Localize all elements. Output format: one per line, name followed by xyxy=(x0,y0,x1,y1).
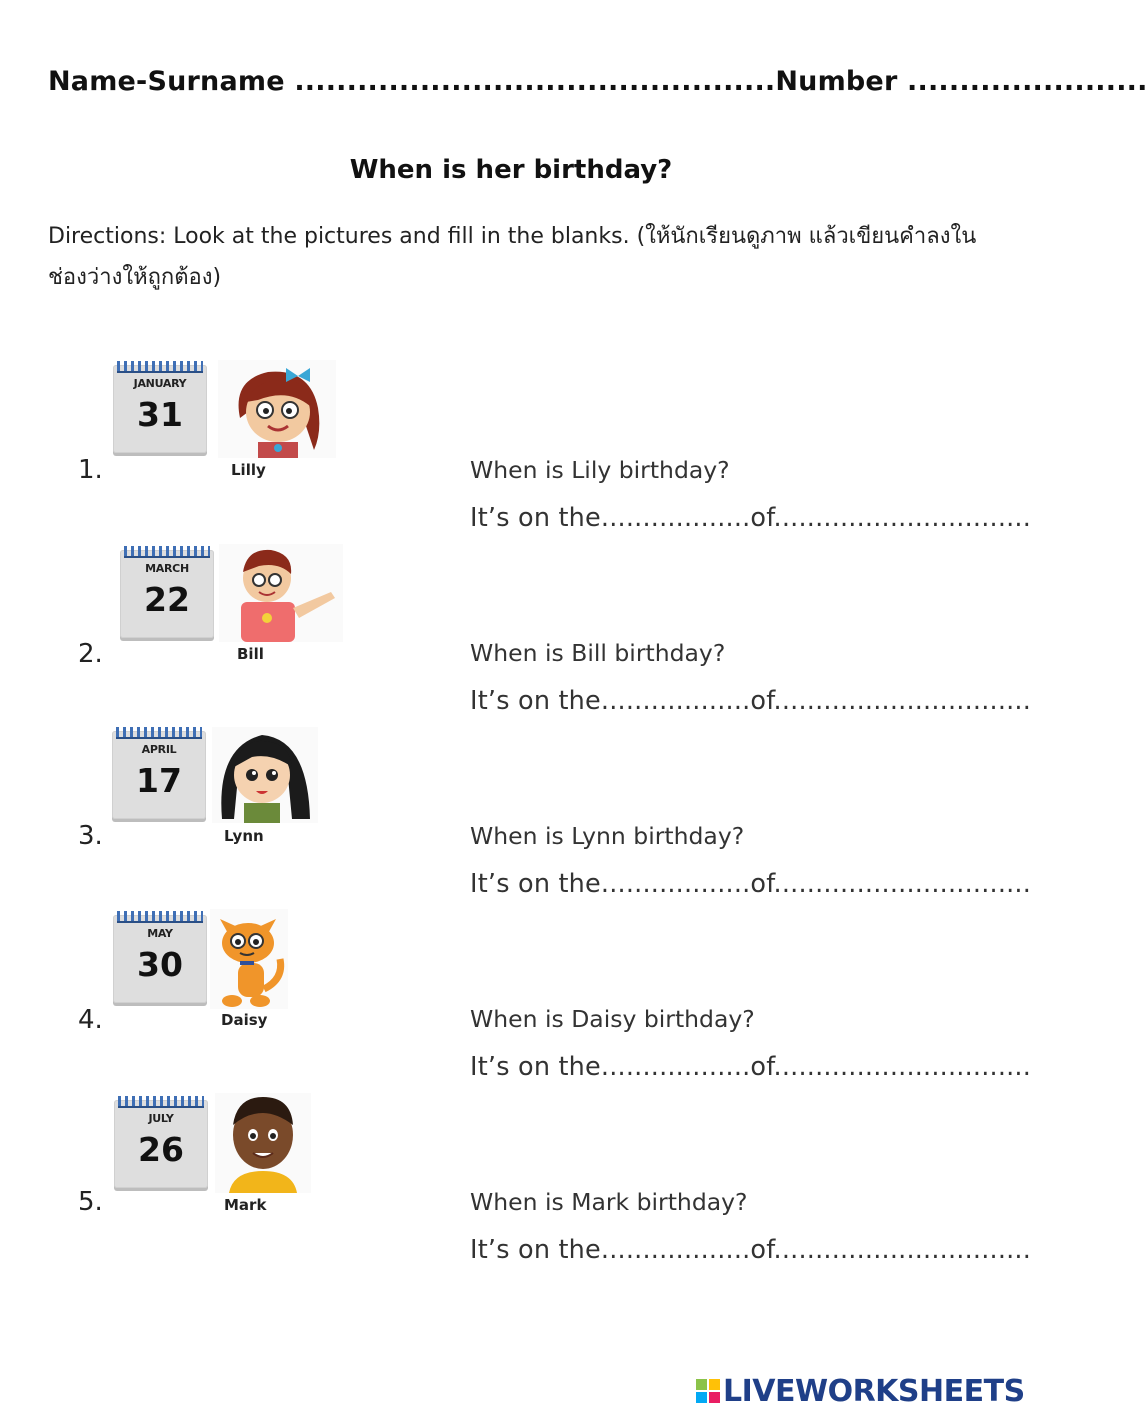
calendar-month: APRIL xyxy=(141,743,177,756)
character-name: Bill xyxy=(237,645,264,663)
character-name: Mark xyxy=(224,1196,267,1214)
liveworksheets-logo xyxy=(696,1374,1025,1409)
answer-blank-line[interactable]: It’s on the..................of............................... xyxy=(470,686,1032,716)
question: When is Lily birthday? xyxy=(470,456,730,484)
character-name: Lilly xyxy=(231,461,266,479)
calendar-icon xyxy=(120,550,214,638)
calendar-icon xyxy=(113,365,207,453)
calendar-icon xyxy=(112,731,206,819)
question: When is Daisy birthday? xyxy=(470,1005,755,1033)
question: When is Lynn birthday? xyxy=(470,822,745,850)
directions: Directions: Look at the pictures and fill in the blanks. (ให้นักเรียนดูภาพ แล้วเขียนคำลงในช่องว่างให้ถูกต้อง) xyxy=(48,224,977,290)
boy-character-icon xyxy=(215,1093,311,1193)
calendar-month: MAY xyxy=(147,927,173,940)
answer-blank-line[interactable]: It’s on the..................of............................... xyxy=(470,869,1032,899)
item-number: 4. xyxy=(78,1005,103,1035)
character-name: Lynn xyxy=(224,827,264,845)
boy-character-icon xyxy=(219,544,343,642)
calendar-month: MARCH xyxy=(145,562,189,575)
calendar-day: 30 xyxy=(137,945,183,984)
calendar-month: JULY xyxy=(148,1112,174,1125)
question: When is Mark birthday? xyxy=(470,1188,748,1216)
answer-blank-line[interactable]: It’s on the..................of............................... xyxy=(470,503,1032,533)
answer-blank-line[interactable]: It’s on the..................of............................... xyxy=(470,1052,1032,1082)
brand-name: LIVEWORKSHEETS xyxy=(723,1374,1025,1409)
item-number: 2. xyxy=(78,639,103,669)
calendar-icon xyxy=(114,1100,208,1188)
page-title: When is her birthday? xyxy=(349,155,673,185)
character-name: Daisy xyxy=(221,1011,268,1029)
cat-character-icon xyxy=(210,909,288,1009)
girl-character-icon xyxy=(212,727,318,823)
calendar-month: JANUARY xyxy=(133,377,187,390)
name-number-line: Name-Surname ..............................................Number ....................... xyxy=(48,66,1148,97)
item-number: 5. xyxy=(78,1187,103,1217)
item-number: 3. xyxy=(78,821,103,851)
girl-character-icon xyxy=(218,360,336,458)
liveworksheets-logo-icon xyxy=(696,1379,720,1403)
item-number: 1. xyxy=(78,455,103,485)
calendar-day: 31 xyxy=(137,395,183,434)
calendar-day: 26 xyxy=(138,1130,184,1169)
question: When is Bill birthday? xyxy=(470,639,726,667)
calendar-day: 17 xyxy=(136,761,182,800)
calendar-day: 22 xyxy=(144,580,190,619)
calendar-icon xyxy=(113,915,207,1003)
answer-blank-line[interactable]: It’s on the..................of............................... xyxy=(470,1235,1032,1265)
